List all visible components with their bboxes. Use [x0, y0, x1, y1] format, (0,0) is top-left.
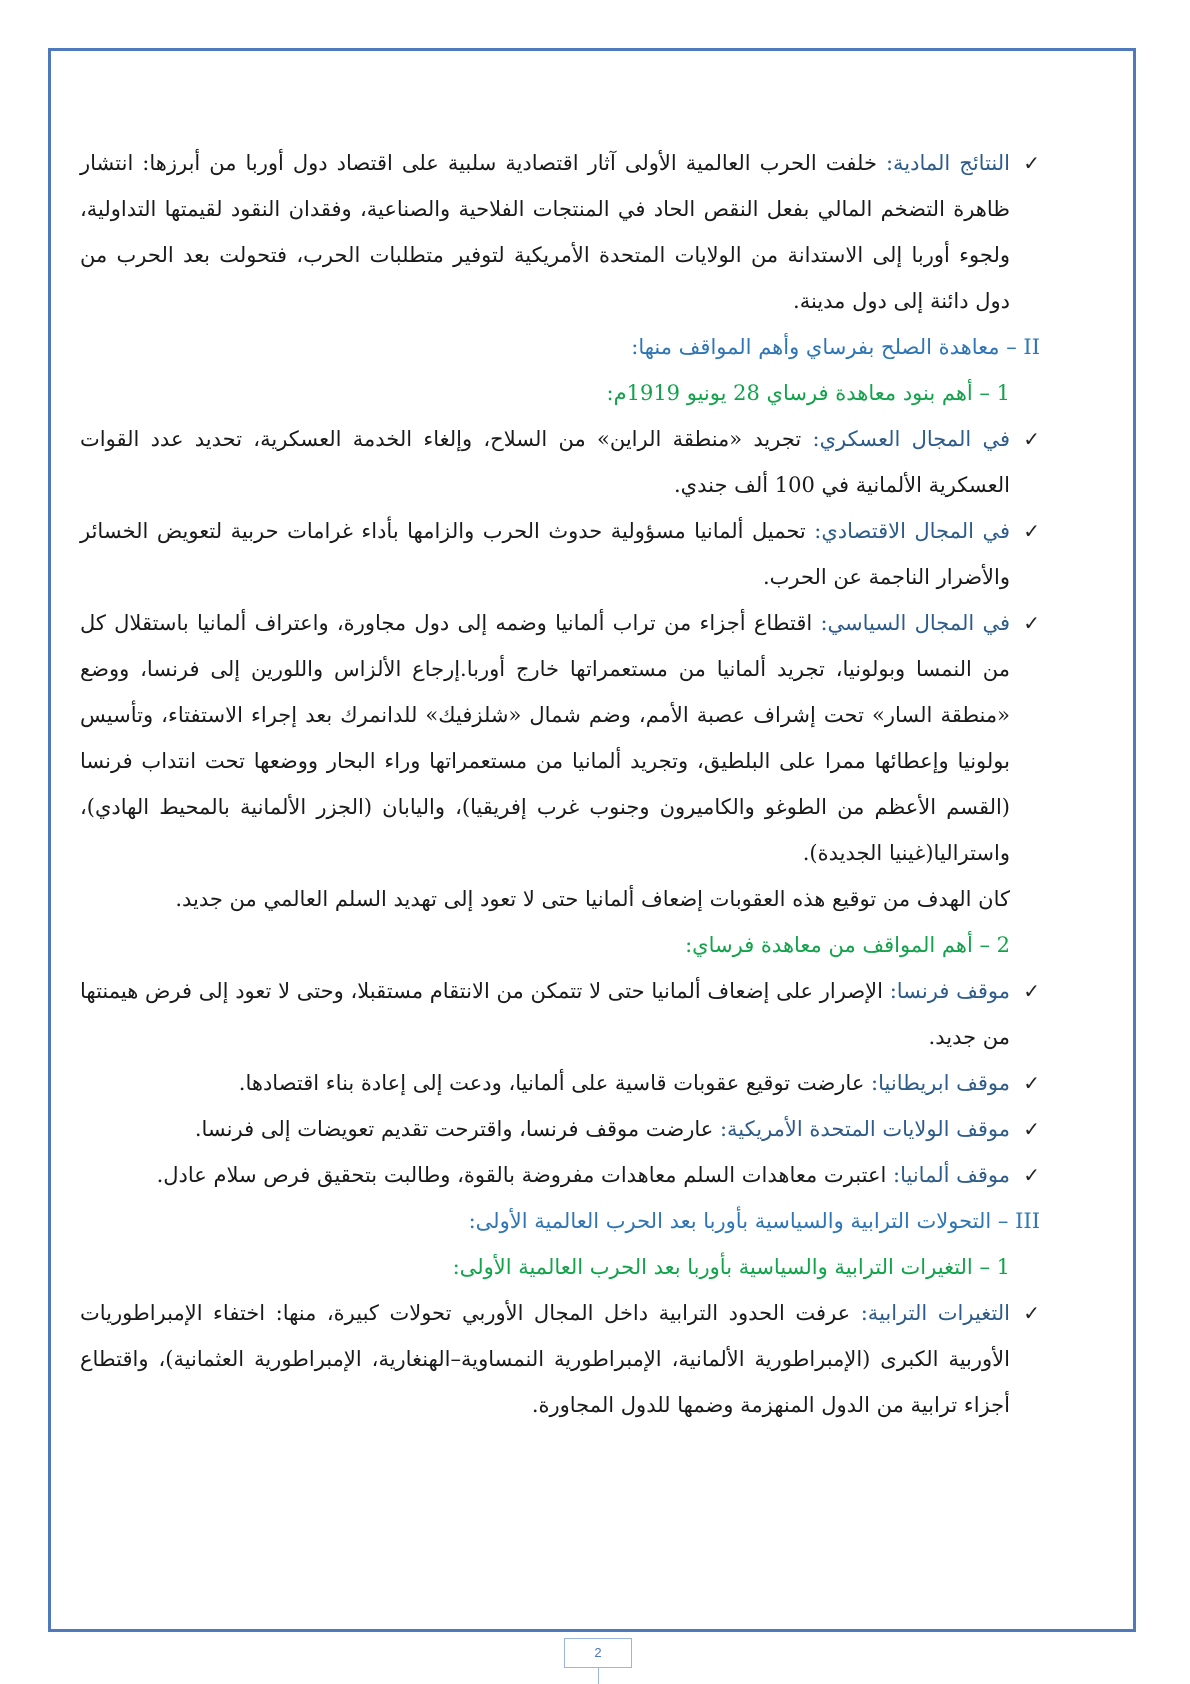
- checkmark-icon: ✓: [1023, 519, 1040, 543]
- paragraph-label: موقف ابريطانيا:: [871, 1071, 1010, 1095]
- paragraph-label: موقف الولايات المتحدة الأمريكية:: [719, 1117, 1010, 1141]
- checkmark-icon: ✓: [1023, 1071, 1040, 1095]
- footer-connector-line: [598, 1668, 599, 1684]
- paragraph-usa: [80, 1106, 1040, 1152]
- paragraph-economic: [80, 508, 1040, 600]
- paragraph-territorial: [80, 1290, 1040, 1428]
- checkmark-icon: ✓: [1023, 427, 1040, 451]
- checkmark-icon: ✓: [1023, 1301, 1040, 1325]
- paragraph-label: في المجال السياسي:: [820, 611, 1010, 635]
- paragraph-text: عارضت توقيع عقوبات قاسية على ألمانيا، ودعت إلى إعادة بناء اقتصادها.: [238, 1071, 865, 1095]
- paragraph-france: [80, 968, 1040, 1060]
- paragraph-text: الإصرار على إضعاف ألمانيا حتى لا تتمكن من الانتقام مستقبلا، وحتى لا تعود إلى فرض هيمنتها من جديد.: [80, 979, 1010, 1049]
- checkmark-icon: ✓: [1023, 611, 1040, 635]
- paragraph-label: التغيرات الترابية:: [860, 1301, 1010, 1325]
- checkmark-icon: ✓: [1023, 151, 1040, 175]
- page-number: 2: [564, 1638, 632, 1668]
- paragraph-text: عرفت الحدود الترابية داخل المجال الأوربي تحولات كبيرة، منها: اختفاء الإمبراطوريات الأوربية الكبرى (الإمبراطورية الألمانية، الإمبراطورية النمساوية–الهنغارية، الإمبراطورية العثمانية)، واقتطاع أجزاء ترابية من الدول المنهزمة وضمها للدول المجاورة.: [80, 1301, 1010, 1417]
- subsection-heading-positions: 2 – أهم المواقف من معاهدة فرساي:: [685, 933, 1010, 957]
- checkmark-icon: ✓: [1023, 1117, 1040, 1141]
- checkmark-icon: ✓: [1023, 979, 1040, 1003]
- paragraph-text: اعتبرت معاهدات السلم معاهدات مفروضة بالقوة، وطالبت بتحقيق فرص سلام عادل.: [156, 1163, 887, 1187]
- paragraph-label: في المجال الاقتصادي:: [814, 519, 1010, 543]
- paragraph-label: في المجال العسكري:: [812, 427, 1010, 451]
- paragraph-political: [80, 600, 1040, 876]
- paragraph-text: عارضت موقف فرنسا، واقترحت تقديم تعويضات إلى فرنسا.: [194, 1117, 714, 1141]
- paragraph-material-results: [80, 140, 1040, 324]
- paragraph-label: موقف ألمانيا:: [893, 1163, 1010, 1187]
- subsection-heading-treaty-terms: 1 – أهم بنود معاهدة فرساي 28 يونيو 1919م:: [606, 381, 1010, 405]
- section-heading-transformations: III – التحولات الترابية والسياسية بأوربا بعد الحرب العالمية الأولى:: [468, 1209, 1040, 1233]
- paragraph-text: تجريد «منطقة الراين» من السلاح، وإلغاء الخدمة العسكرية، تحديد عدد القوات العسكرية الألمانية في 100 ألف جندي.: [80, 427, 1010, 497]
- checkmark-icon: ✓: [1023, 1163, 1040, 1187]
- paragraph-germany: [80, 1152, 1040, 1198]
- paragraph-britain: [80, 1060, 1040, 1106]
- page-content: [80, 140, 1040, 1428]
- subsection-heading-territorial-changes: 1 – التغيرات الترابية والسياسية بأوربا بعد الحرب العالمية الأولى:: [452, 1255, 1010, 1279]
- paragraph-text: خلفت الحرب العالمية الأولى آثار اقتصادية سلبية على اقتصاد دول أوربا من أبرزها: انتشار ظاهرة التضخم المالي بفعل النقص الحاد في المنتجات الفلاحية والصناعية، وفقدان النقود لقيمتها التداولية، ولجوء أوربا إلى الاستدانة من الولايات المتحدة الأمريكية لتوفير متطلبات الحرب، فتحولت بعد الحرب من دول دائنة إلى دول مدينة.: [80, 151, 1010, 313]
- paragraph-label: النتائج المادية:: [885, 151, 1010, 175]
- paragraph-label: موقف فرنسا:: [889, 979, 1010, 1003]
- paragraph-text: اقتطاع أجزاء من تراب ألمانيا وضمه إلى دول مجاورة، واعتراف ألمانيا باستقلال كل من النمسا وبولونيا، تجريد ألمانيا من مستعمراتها خارج أوربا.إرجاع الألزاس واللورين إلى فرنسا، ووضع «منطقة السار» تحت إشراف عصبة الأمم، وضم شمال «شلزفيك» للدانمرك بعد إجراء الاستفتاء، وتأسيس بولونيا وإعطائها ممرا على البلطيق، وتجريد ألمانيا من مستعمراتها وراء البحار ووضعها تحت انتداب فرنسا (القسم الأعظم من الطوغو والكاميرون وجنوب غرب إفريقيا)، واليابان (الجزر الألمانية بالمحيط الهادي)، واستراليا(غينيا الجديدة).: [80, 611, 1010, 865]
- section-heading-versailles: II – معاهدة الصلح بفرساي وأهم المواقف منها:: [631, 335, 1040, 359]
- paragraph-goal: كان الهدف من توقيع هذه العقوبات إضعاف ألمانيا حتى لا تعود إلى تهديد السلم العالمي من جديد.: [175, 887, 1010, 911]
- paragraph-military: [80, 416, 1040, 508]
- paragraph-text: تحميل ألمانيا مسؤولية حدوث الحرب والزامها بأداء غرامات حربية لتعويض الخسائر والأضرار الناجمة عن الحرب.: [80, 519, 1010, 589]
